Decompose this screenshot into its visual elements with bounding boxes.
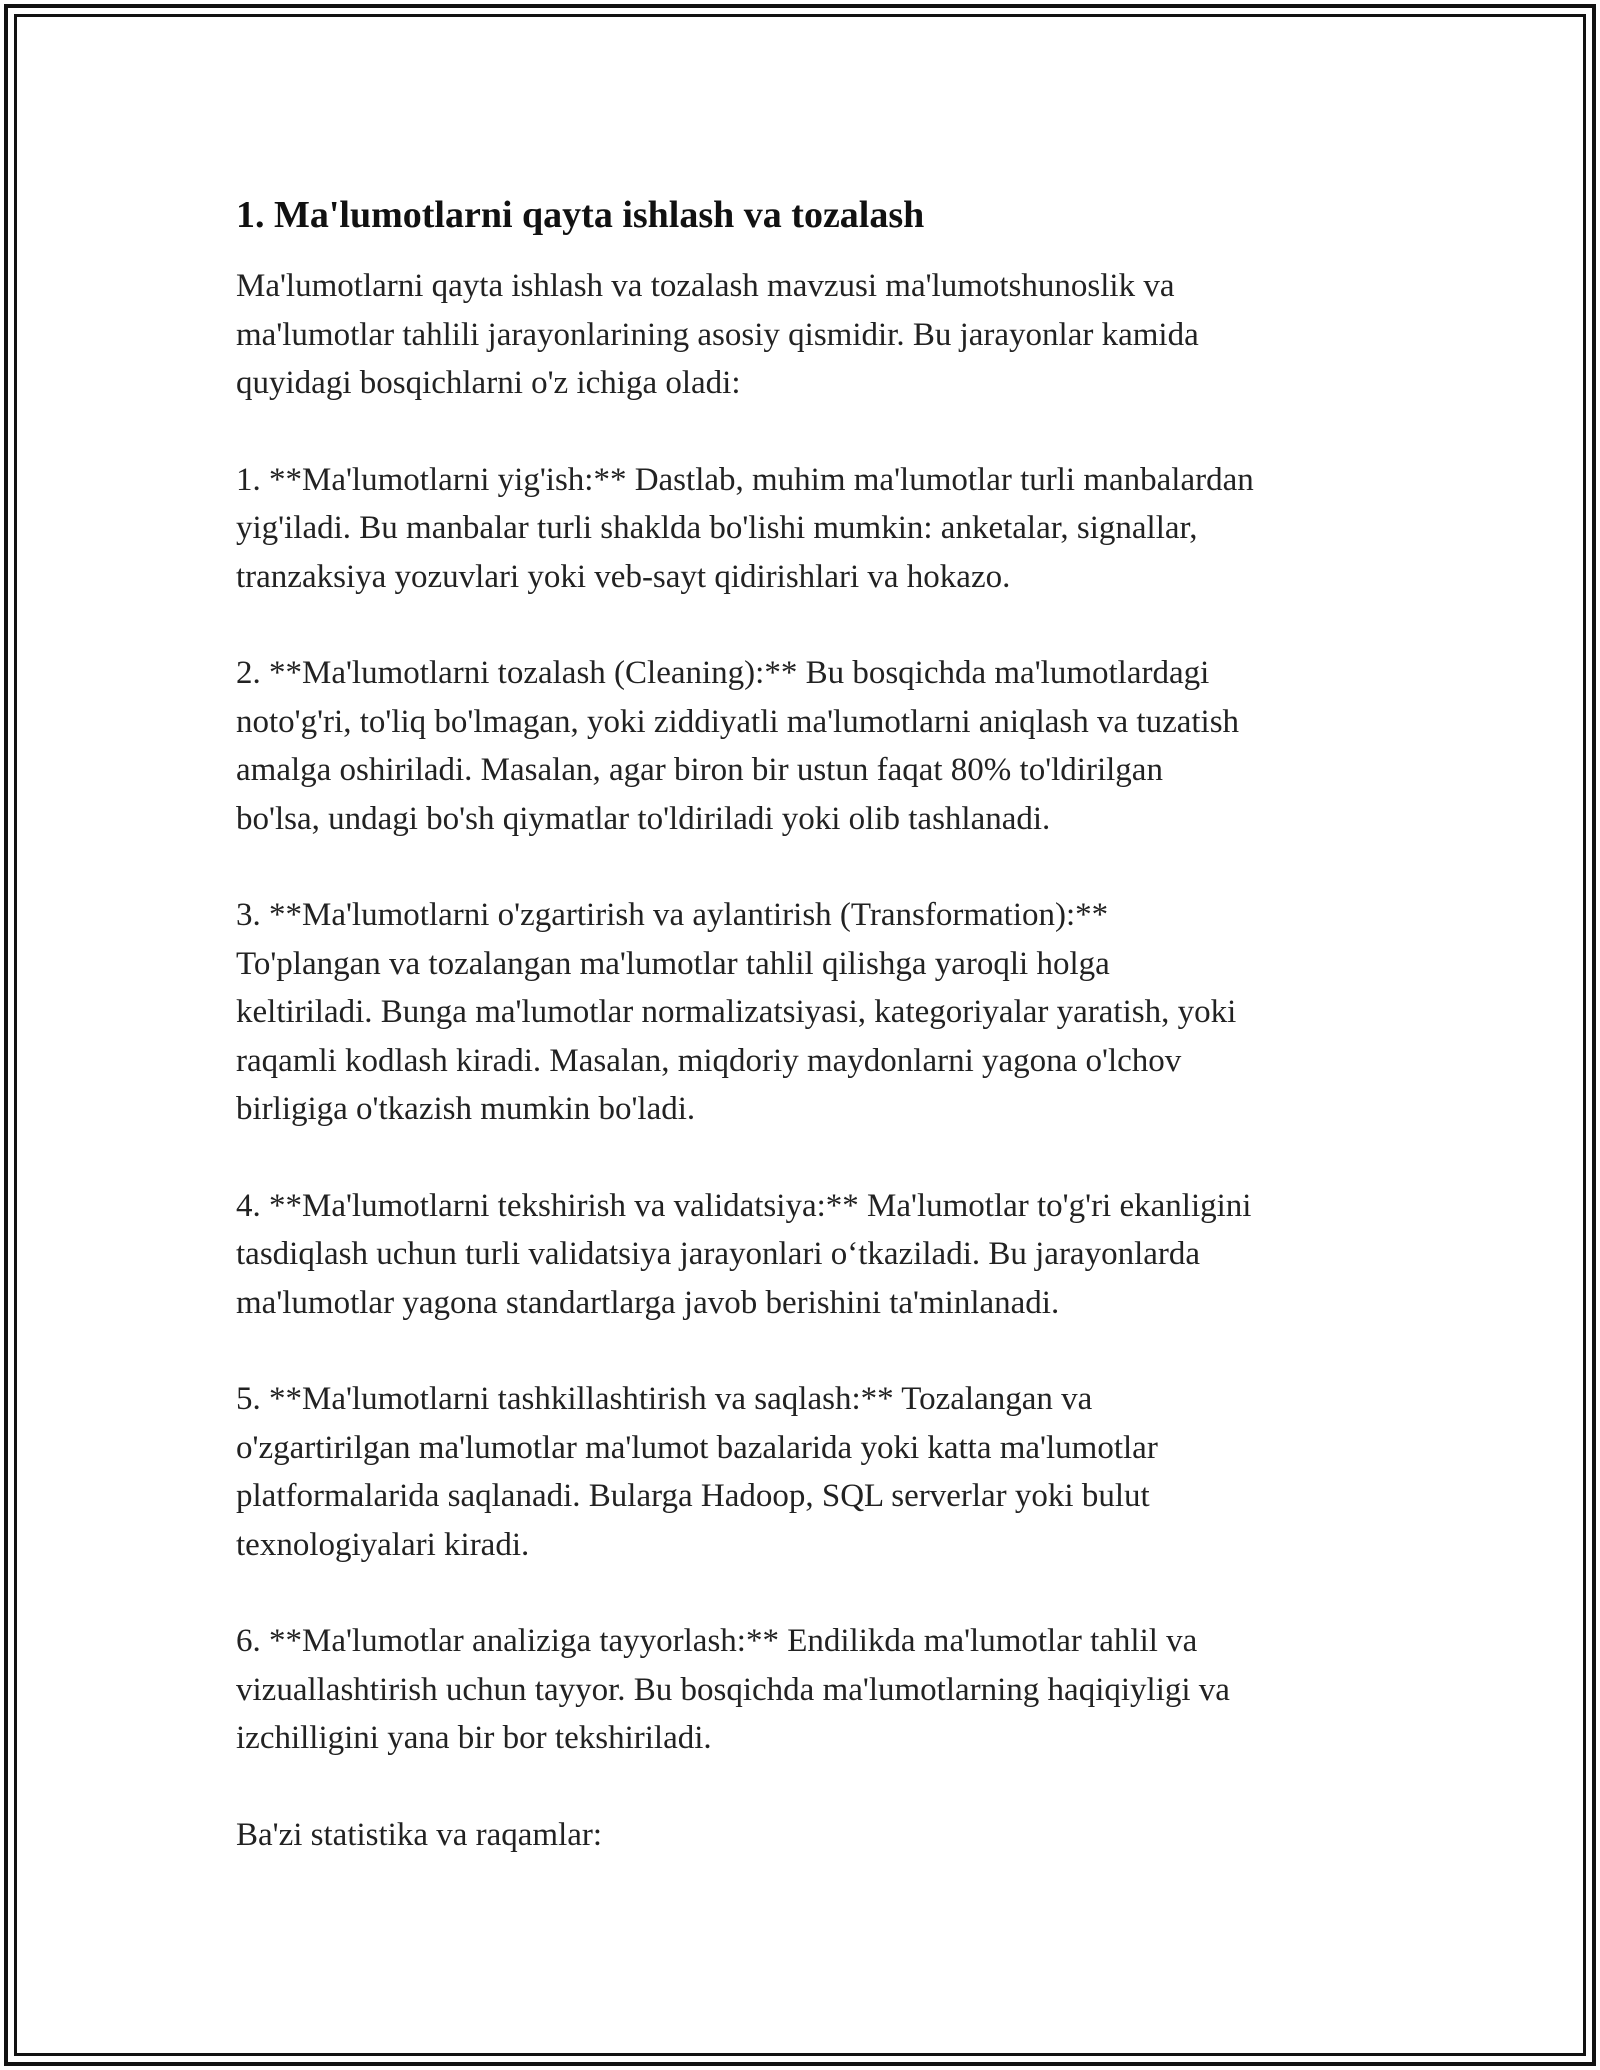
text-line: vizuallashtirish uchun tayyor. Bu bosqichda ma'lumotlarning haqiqiyligi va — [236, 1671, 1230, 1708]
text-line: 5. **Ma'lumotlarni tashkillashtirish va saqlash:** Tozalangan va — [236, 1381, 1093, 1417]
text-line: izchilligini yana bir bor tekshiriladi. — [236, 1720, 712, 1756]
text-line: bo'lsa, undagi bo'sh qiymatlar to'ldiriladi yoki olib tashlanadi. — [236, 800, 1051, 837]
text-line: 2. **Ma'lumotlarni tozalash (Cleaning):** Bu bosqichda ma'lumotlardagi — [236, 655, 1210, 691]
step-2-paragraph — [236, 649, 1406, 843]
text-line: 6. **Ma'lumotlar analiziga tayyorlash:** Endilikda ma'lumotlar tahlil va — [236, 1623, 1198, 1659]
step-4-paragraph — [236, 1182, 1406, 1328]
document-title: 1. Ma'lumotlarni qayta ishlash va tozalash — [236, 194, 925, 236]
text-line: keltiriladi. Bunga ma'lumotlar normalizatsiyasi, kategoriyalar yaratish, yoki — [236, 994, 1237, 1030]
text-line: Ba'zi statistika va raqamlar: — [236, 1816, 603, 1853]
text-line: birligiga o'tkazish mumkin bo'ladi. — [236, 1091, 696, 1127]
text-line: ma'lumotlar yagona standartlarga javob berishini ta'minlanadi. — [236, 1284, 1060, 1321]
text-line: tranzaksiya yozuvlari yoki veb-sayt qidirishlari va hokazo. — [236, 558, 1011, 595]
text-line: 3. **Ma'lumotlarni o'zgartirish va aylantirish (Transformation):** — [236, 897, 1109, 933]
text-line: To'plangan va tozalangan ma'lumotlar tahlil qilishga yaroqli holga — [236, 945, 1110, 982]
step-3-paragraph — [236, 891, 1406, 1134]
step-5-paragraph — [236, 1375, 1406, 1569]
text-line: quyidagi bosqichlarni o'z ichiga oladi: — [236, 365, 741, 401]
step-6-paragraph — [236, 1617, 1406, 1763]
text-line: raqamli kodlash kiradi. Masalan, miqdoriy maydonlarni yagona o'lchov — [236, 1042, 1182, 1079]
document-page — [236, 188, 1406, 1907]
text-line: platformalarida saqlanadi. Bularga Hadoop, SQL serverlar yoki bulut — [236, 1478, 1150, 1514]
text-line: amalga oshiriladi. Masalan, agar biron bir ustun faqat 80% to'ldirilgan — [236, 752, 1163, 788]
text-line: ma'lumotlar tahlili jarayonlarining asosiy qismidir. Bu jarayonlar kamida — [236, 316, 1199, 353]
text-line: 4. **Ma'lumotlarni tekshirish va validatsiya:** Ma'lumotlar to'g'ri ekanligini — [236, 1187, 1252, 1224]
text-line: Ma'lumotlarni qayta ishlash va tozalash mavzusi ma'lumotshunoslik va — [236, 268, 1175, 304]
text-line: texnologiyalari kiradi. — [236, 1526, 530, 1563]
text-line: 1. **Ma'lumotlarni yig'ish:** Dastlab, muhim ma'lumotlar turli manbalardan — [236, 461, 1254, 498]
statistics-heading-paragraph — [236, 1811, 1406, 1860]
text-line: noto'g'ri, to'liq bo'lmagan, yoki ziddiyatli ma'lumotlarni aniqlash va tuzatish — [236, 703, 1240, 740]
text-line: tasdiqlash uchun turli validatsiya jarayonlari o‘tkaziladi. Bu jarayonlarda — [236, 1236, 1201, 1272]
intro-paragraph — [236, 262, 1406, 408]
text-line: o'zgartirilgan ma'lumotlar ma'lumot bazalarida yoki katta ma'lumotlar — [236, 1429, 1158, 1466]
step-1-paragraph — [236, 456, 1406, 602]
text-line: yig'iladi. Bu manbalar turli shaklda bo'lishi mumkin: anketalar, signallar, — [236, 510, 1198, 546]
